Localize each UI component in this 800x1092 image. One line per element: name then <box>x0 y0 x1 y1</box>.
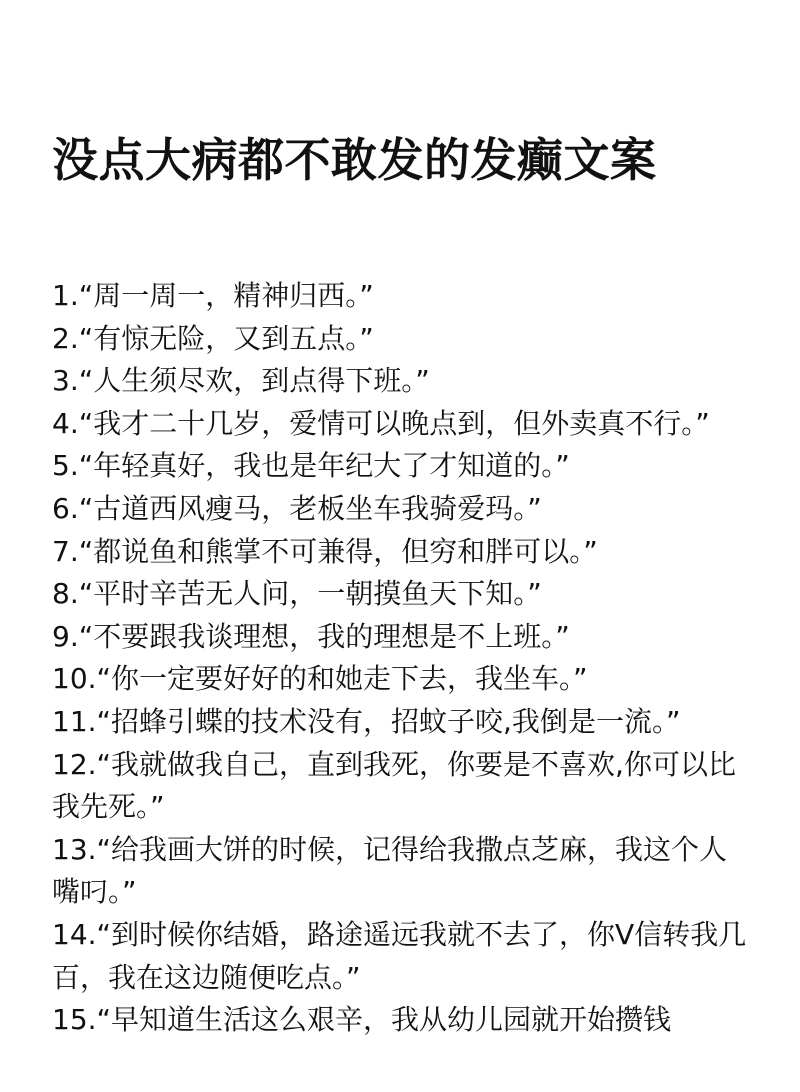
document-title: 没点大病都不敢发的发癫文案 <box>52 133 657 187</box>
list-item: 8.“平时辛苦无人问，一朝摸鱼天下知。” <box>52 577 542 611</box>
list-item: 2.“有惊无险，又到五点。” <box>52 321 374 355</box>
list-item: 9.“不要跟我谈理想，我的理想是不上班。” <box>52 619 570 653</box>
list-item: 13.“给我画大饼的时候，记得给我撒点芝麻，我这个人嘴叼。” <box>52 832 728 909</box>
list-item: 7.“都说鱼和熊掌不可兼得，但穷和胖可以。” <box>52 534 598 568</box>
list-item: 10.“你一定要好好的和她走下去，我坐车。” <box>52 662 588 696</box>
list-item: 12.“我就做我自己，直到我死，你要是不喜欢,你可以比我先死。” <box>52 747 736 824</box>
list-item: 1.“周一周一，精神归西。” <box>52 279 374 312</box>
list-item: 11.“招蜂引蝶的技术没有，招蚊子咬,我倒是一流。” <box>52 704 681 738</box>
list-item: 3.“人生须尽欢，到点得下班。” <box>52 364 430 398</box>
list-item: 14.“到时候你结婚，路途遥远我就不去了，你V信转我几百，我在这边随便吃点。” <box>52 917 747 994</box>
list-item: 6.“古道西风瘦马，老板坐车我骑爱玛。” <box>52 491 542 525</box>
quote-list <box>52 275 752 1042</box>
list-item: 15.“早知道生活这么艰辛，我从幼儿园就开始攒钱 <box>52 1003 672 1037</box>
list-item: 5.“年轻真好，我也是年纪大了才知道的。” <box>52 449 570 483</box>
list-item: 4.“我才二十几岁，爱情可以晚点到，但外卖真不行。” <box>52 406 710 440</box>
